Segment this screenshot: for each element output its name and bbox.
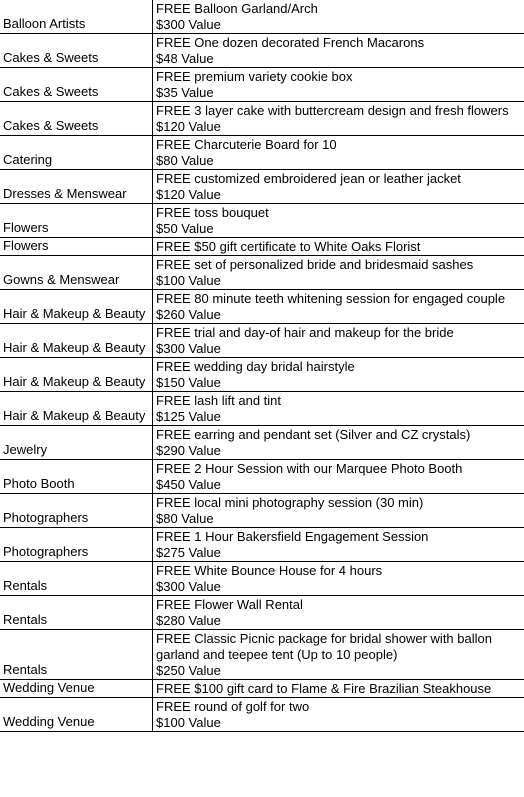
offer-value: $48 Value xyxy=(156,51,214,66)
offer-cell xyxy=(153,528,524,562)
table-row xyxy=(0,680,524,698)
offer-text: FREE customized embroidered jean or leather jacket xyxy=(156,171,461,186)
table-row xyxy=(0,494,524,528)
category-cell: Wedding Venue xyxy=(0,698,153,732)
offer-text: FREE 80 minute teeth whitening session for engaged couple xyxy=(156,291,506,306)
offer-text: FREE round of golf for two xyxy=(156,699,310,714)
offer-cell xyxy=(153,460,524,494)
offer-value: $120 Value xyxy=(156,119,221,134)
offer-value: $300 Value xyxy=(156,341,221,356)
offer-text: FREE Classic Picnic package for bridal shower with ballon garland and teepee tent (Up to 10 people) xyxy=(156,631,492,662)
table-row xyxy=(0,102,524,136)
table-row xyxy=(0,460,524,494)
offer-cell xyxy=(153,204,524,238)
category-cell: Photographers xyxy=(0,528,153,562)
offer-value: $125 Value xyxy=(156,409,221,424)
table-row xyxy=(0,238,524,256)
table-row xyxy=(0,562,524,596)
offer-text: FREE earring and pendant set (Silver and CZ crystals) xyxy=(156,427,471,442)
offer-text: FREE White Bounce House for 4 hours xyxy=(156,563,383,578)
offer-value: $150 Value xyxy=(156,375,221,390)
category-cell: Rentals xyxy=(0,630,153,680)
category-cell: Cakes & Sweets xyxy=(0,34,153,68)
offer-value: $50 Value xyxy=(156,221,214,236)
table-row xyxy=(0,170,524,204)
offer-value: $35 Value xyxy=(156,85,214,100)
offer-value: $120 Value xyxy=(156,187,221,202)
offer-value: $300 Value xyxy=(156,17,221,32)
offer-text: FREE wedding day bridal hairstyle xyxy=(156,359,355,374)
offer-text: FREE 1 Hour Bakersfield Engagement Session xyxy=(156,529,429,544)
offer-cell xyxy=(153,630,524,680)
offer-cell xyxy=(153,494,524,528)
offer-value: $100 Value xyxy=(156,715,221,730)
offer-cell xyxy=(153,290,524,324)
table-row xyxy=(0,68,524,102)
table-row xyxy=(0,528,524,562)
offer-text: FREE Flower Wall Rental xyxy=(156,597,303,612)
table-row xyxy=(0,698,524,732)
offer-text: FREE $50 gift certificate to White Oaks Florist xyxy=(156,239,421,254)
table-row xyxy=(0,630,524,680)
offer-cell xyxy=(153,238,524,256)
category-cell: Rentals xyxy=(0,562,153,596)
category-cell: Gowns & Menswear xyxy=(0,256,153,290)
offer-value: $450 Value xyxy=(156,477,221,492)
offer-cell xyxy=(153,680,524,698)
offer-text: FREE 3 layer cake with buttercream design and fresh flowers xyxy=(156,103,509,118)
category-cell: Balloon Artists xyxy=(0,0,153,34)
offer-cell xyxy=(153,324,524,358)
category-cell: Cakes & Sweets xyxy=(0,68,153,102)
category-cell: Hair & Makeup & Beauty xyxy=(0,392,153,426)
category-cell: Hair & Makeup & Beauty xyxy=(0,358,153,392)
offer-cell xyxy=(153,256,524,290)
table-row xyxy=(0,392,524,426)
offer-cell xyxy=(153,102,524,136)
table-row xyxy=(0,0,524,34)
offer-value: $80 Value xyxy=(156,153,214,168)
table-row xyxy=(0,256,524,290)
category-cell: Photographers xyxy=(0,494,153,528)
offer-text: FREE 2 Hour Session with our Marquee Photo Booth xyxy=(156,461,463,476)
offer-text: FREE toss bouquet xyxy=(156,205,269,220)
offer-value: $300 Value xyxy=(156,579,221,594)
offer-cell xyxy=(153,562,524,596)
table-row xyxy=(0,596,524,630)
table-row xyxy=(0,34,524,68)
offer-cell xyxy=(153,68,524,102)
category-cell: Hair & Makeup & Beauty xyxy=(0,290,153,324)
offer-value: $100 Value xyxy=(156,273,221,288)
offer-value: $275 Value xyxy=(156,545,221,560)
category-cell: Flowers xyxy=(0,238,153,256)
category-cell: Rentals xyxy=(0,596,153,630)
offer-cell xyxy=(153,358,524,392)
offer-cell xyxy=(153,136,524,170)
table-row xyxy=(0,290,524,324)
offer-text: FREE set of personalized bride and bridesmaid sashes xyxy=(156,257,474,272)
offer-text: FREE $100 gift card to Flame & Fire Brazilian Steakhouse xyxy=(156,681,492,696)
category-cell: Cakes & Sweets xyxy=(0,102,153,136)
offer-text: FREE Charcuterie Board for 10 xyxy=(156,137,337,152)
offer-cell xyxy=(153,426,524,460)
table-row xyxy=(0,358,524,392)
offer-cell xyxy=(153,34,524,68)
offer-value: $290 Value xyxy=(156,443,221,458)
offer-value: $280 Value xyxy=(156,613,221,628)
table-row xyxy=(0,324,524,358)
offer-text: FREE trial and day-of hair and makeup for the bride xyxy=(156,325,454,340)
category-cell: Flowers xyxy=(0,204,153,238)
offer-text: FREE premium variety cookie box xyxy=(156,69,353,84)
table-row xyxy=(0,136,524,170)
offer-value: $250 Value xyxy=(156,663,221,678)
offer-value: $260 Value xyxy=(156,307,221,322)
offer-cell xyxy=(153,698,524,732)
offer-text: FREE One dozen decorated French Macarons xyxy=(156,35,425,50)
offer-cell xyxy=(153,596,524,630)
offer-cell xyxy=(153,0,524,34)
offer-value: $80 Value xyxy=(156,511,214,526)
offer-text: FREE lash lift and tint xyxy=(156,393,281,408)
table-row xyxy=(0,204,524,238)
category-cell: Photo Booth xyxy=(0,460,153,494)
offer-text: FREE local mini photography session (30 min) xyxy=(156,495,424,510)
offer-text: FREE Balloon Garland/Arch xyxy=(156,1,318,16)
category-cell: Dresses & Menswear xyxy=(0,170,153,204)
category-cell: Hair & Makeup & Beauty xyxy=(0,324,153,358)
offer-cell xyxy=(153,392,524,426)
category-cell: Wedding Venue xyxy=(0,680,153,698)
category-cell: Catering xyxy=(0,136,153,170)
offer-cell xyxy=(153,170,524,204)
category-cell: Jewelry xyxy=(0,426,153,460)
table-row xyxy=(0,426,524,460)
